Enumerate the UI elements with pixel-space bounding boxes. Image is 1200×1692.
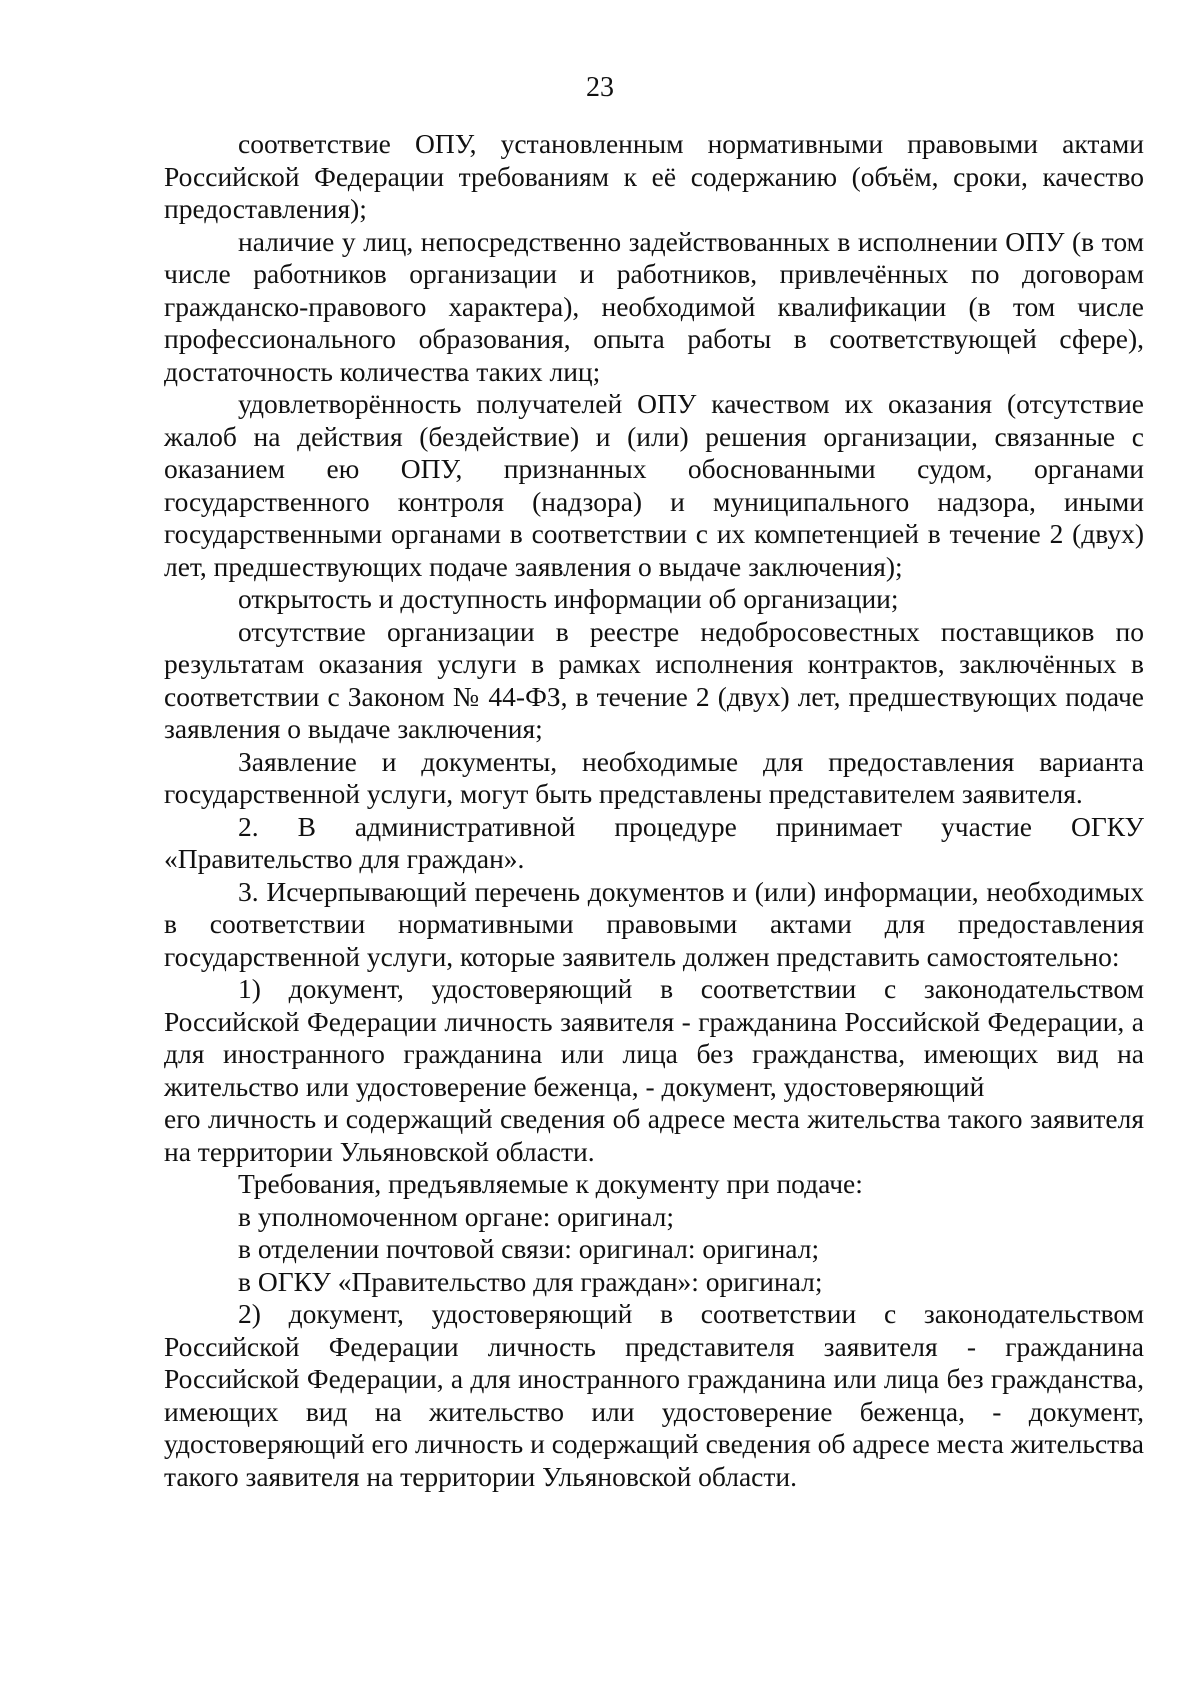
paragraph-doc-2: 2) документ, удостоверяющий в соответствии с законодательством Российской Федерации личность представителя заявителя - гражданина Российской Федерации, а для иностранного гражданина или лица без гражданства, имеющих вид на жительство или удостоверение беженца, - документ, удостоверяющий его личность и содержащий сведения об адресе места жительства такого заявителя на территории Ульяновской области. [164, 1298, 1144, 1492]
paragraph-doc-1: 1) документ, удостоверяющий в соответствии с законодательством Российской Федерации личность заявителя - гражданина Российской Федерации, а для иностранного гражданина или лица без гражданства, имеющих вид на жительство или удостоверение беженца, - документ, удостоверяющий [164, 973, 1144, 1102]
paragraph-registry: отсутствие организации в реестре недобросовестных поставщиков по результатам оказания услуги в рамках исполнения контрактов, заключённых в соответствии с Законом № 44-ФЗ, в течение 2 (двух) лет, предшествующих подаче заявления о выдаче заключения; [164, 615, 1144, 744]
paragraph-qualification: наличие у лиц, непосредственно задействованных в исполнении ОПУ (в том числе работников организации и работников, привлечённых по договорам гражданско-правового характера), необходимой квалификации (в том числе профессионального образования, опыта работы в соответствующей сфере), достаточность количества таких лиц; [164, 225, 1144, 387]
paragraph-openness: открытость и доступность информации об организации; [238, 583, 899, 614]
document-body [164, 128, 1144, 1493]
page-number: 23 [586, 72, 614, 103]
paragraph-requirements: Требования, предъявляемые к документу при подаче: [238, 1168, 863, 1199]
paragraph-representative: Заявление и документы, необходимые для предоставления варианта государственной услуги, могут быть представлены представителем заявителя. [164, 745, 1144, 809]
paragraph-req-authority: в уполномоченном органе: оригинал; [238, 1200, 674, 1232]
paragraph-doc-1-continued: его личность и содержащий сведения об адресе места жительства такого заявителя на территории Ульяновской области. [164, 1103, 1144, 1167]
paragraph-item-3: 3. Исчерпывающий перечень документов и (или) информации, необходимых в соответствии нормативными правовыми актами для предоставления государственной услуги, которые заявитель должен представить самостоятельно: [164, 875, 1144, 972]
paragraph-compliance: соответствие ОПУ, установленным нормативными правовыми актами Российской Федерации требованиям к её содержанию (объём, сроки, качество предоставления); [164, 128, 1144, 224]
paragraph-item-2: 2. В административной процедуре принимает участие ОГКУ «Правительство для граждан». [164, 810, 1144, 874]
paragraph-satisfaction: удовлетворённость получателей ОПУ качеством их оказания (отсутствие жалоб на действия (бездействие) и (или) решения организации, связанные с оказанием ею ОПУ, признанных обоснованными судом, органами государственного контроля (надзора) и муниципального надзора, иными государственными органами в соответствии с их компетенцией в течение 2 (двух) лет, предшествующих подаче заявления о выдаче заключения); [164, 388, 1144, 582]
paragraph-req-ogku: в ОГКУ «Правительство для граждан»: оригинал; [238, 1265, 823, 1297]
paragraph-req-post: в отделении почтовой связи: оригинал: оригинал; [238, 1233, 820, 1264]
